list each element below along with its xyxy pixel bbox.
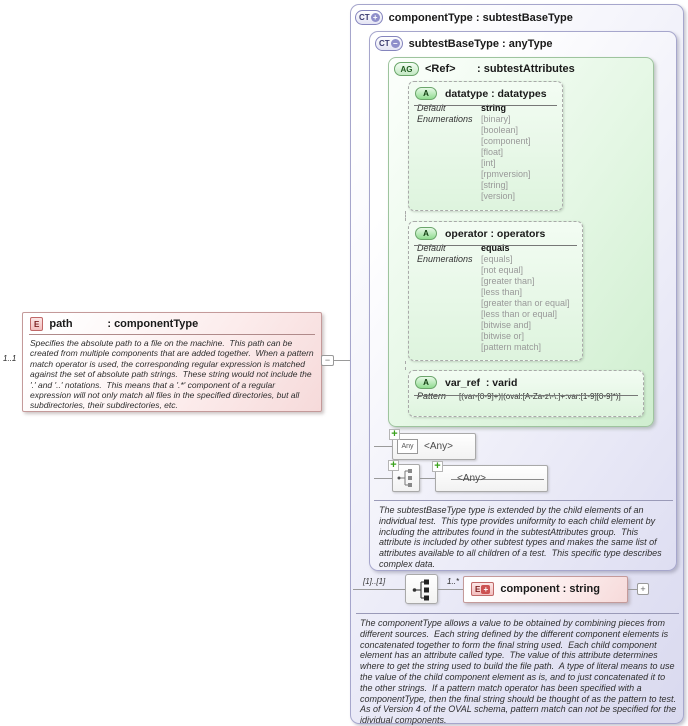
attribute-group-type: : subtestAttributes [477, 63, 575, 75]
attribute-icon: A [415, 227, 437, 240]
component-cardinality-label: 1..* [447, 577, 460, 586]
attribute-varref-title: var_ref : varid [445, 376, 518, 389]
any-attribute-icon: Any [397, 439, 418, 454]
plus-badge-icon: + [389, 429, 400, 440]
divider [414, 245, 577, 246]
path-element-type: : componentType [107, 318, 199, 330]
any-element-box[interactable] [434, 460, 548, 492]
component-element-title: component : string [500, 583, 600, 595]
any-attribute-box[interactable] [391, 428, 476, 460]
path-collapse-handle[interactable]: − [321, 355, 334, 366]
subtestbasetype-doc: The subtestBaseType type is extended by the child elements of an individual test. This type provides uniformity to each child element by including the attributes found in the subtestAttributes group. This attribute is included by other subtest types and makes the same list of attributes available to all children of a test. This specific type describes complex data. [379, 505, 665, 569]
component-expand-handle[interactable]: + [637, 583, 649, 595]
complextype-icon: CT − [375, 36, 403, 51]
default-value: string [481, 103, 507, 113]
sequence-box[interactable] [405, 574, 438, 604]
any-attribute-label: <Any> [424, 441, 453, 452]
attribute-operator-title: operator : operators [445, 227, 546, 240]
subtestbasetype-container[interactable] [369, 31, 677, 571]
attribute-icon: A [415, 87, 437, 100]
enumerations-label: Enumerations [417, 254, 473, 264]
attribute-datatype-box[interactable] [408, 81, 563, 211]
sequence-icon [396, 468, 418, 488]
plus-badge-icon: + [388, 460, 399, 471]
enumeration-values: [binary] [boolean] [component] [float] [int] [rpmversion] [string] [version] [481, 114, 531, 201]
componenttype-doc: The componentType allows a value to be obtained by combining pieces from different sources. Each string defined by the different component elements is concatenated together to form the final string used. Each child component element has an attribute called type. The value of this attribute determines where to get the string used to build the file path. A type of literal means to use the value of the child component element as is, and to just concatenated it to the other strings. If a pattern match operator has been specified with a componentType, then the final string should be thought of as the pattern to test. As of Version 4 of the OVAL schema, pattern match can not be specified for the idividual components. [360, 618, 681, 726]
divider [356, 613, 679, 614]
connector-line [374, 446, 392, 447]
connector-line [420, 478, 435, 479]
componenttype-container[interactable] [350, 4, 684, 724]
plus-badge-icon: + [432, 461, 443, 472]
connector-dash [405, 361, 406, 370]
divider [414, 395, 638, 396]
enumeration-values: [equals] [not equal] [greater than] [less than] [greater than or equal] [less than or equal] [bitwise and] [bitwise or] [pattern match] [481, 254, 570, 352]
connector-line [438, 589, 463, 590]
pattern-label: Pattern [417, 391, 447, 401]
attribute-varref-box[interactable] [408, 370, 644, 417]
path-element-name: path [49, 318, 73, 330]
default-value: equals [481, 243, 510, 253]
connector-line [374, 478, 392, 479]
attribute-icon: A [415, 376, 437, 389]
connector-dash [405, 211, 406, 221]
attribute-datatype-title: datatype : datatypes [445, 87, 547, 100]
model-group-box[interactable] [390, 459, 420, 492]
connector-line [353, 589, 405, 590]
sequence-icon [411, 579, 435, 601]
attribute-group-box[interactable] [388, 57, 654, 427]
enumerations-label: Enumerations [417, 114, 473, 124]
divider [29, 334, 315, 335]
divider [414, 105, 557, 106]
connector-line [628, 589, 637, 590]
default-label: Default [417, 103, 446, 113]
attribute-group-icon: AG [394, 62, 419, 76]
component-element-box[interactable] [463, 576, 628, 603]
sequence-cardinality-label: [1]..[1] [363, 577, 386, 586]
divider [374, 500, 673, 501]
subtestbasetype-title: subtestBaseType : anyType [408, 37, 553, 50]
attribute-operator-box[interactable] [408, 221, 583, 361]
element-icon: E [30, 317, 43, 331]
path-element-doc: Specifies the absolute path to a file on the machine. This path can be created from multiple components that are added together. When a pattern match operator is used, the corresponding regular expression is matched against the set of absolute path strings. These string would not include the '.' and '..' notations. This means that a '.*' component of a regular expression will not only match all files in the specified directories, but all subdirectories, their subdirectories, etc. [30, 338, 317, 411]
attribute-group-name: <Ref> [425, 63, 456, 75]
path-cardinality-label: 1..1 [3, 354, 17, 363]
default-label: Default [417, 243, 446, 253]
complextype-icon: CT + [355, 10, 383, 25]
componenttype-title: componentType : subtestBaseType [388, 11, 573, 24]
pattern-value: [(var-[0-9]+)|(oval:[A-Za-z\-\.]+:var:[1-9][0-9]*)] [459, 392, 621, 401]
element-icon: E + [471, 582, 494, 596]
any-element-label: <Any> [457, 473, 486, 484]
path-element-box[interactable] [22, 312, 322, 412]
